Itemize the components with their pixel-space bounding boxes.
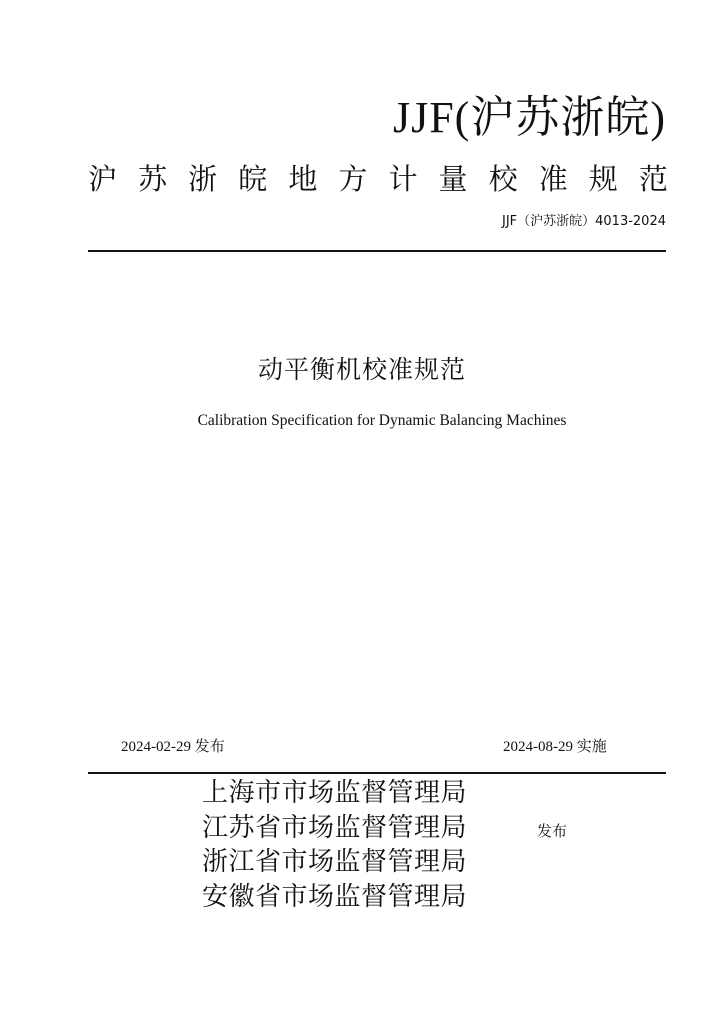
doc-type-char: 方 [338,162,368,196]
publish-label: 发布 [537,822,568,840]
doc-type-char: 皖 [238,162,268,196]
title-english: Calibration Specification for Dynamic Balancing Machines [197,412,567,429]
implementation-date: 2024-08-29 实施 [503,739,607,755]
issue-date: 2024-02-29 发布 [121,739,225,755]
doc-type-char: 浙 [188,162,218,196]
issuer-zhejiang: 浙江省市场监督管理局 [202,847,468,877]
bottom-divider [88,772,666,774]
standard-code: JJF(沪苏浙皖) [392,93,666,142]
issuing-authorities [202,776,467,914]
title-chinese: 动平衡机校准规范 [257,355,466,384]
doc-type-char: 量 [438,162,468,196]
issuer-anhui: 安徽省市场监督管理局 [202,881,468,912]
doc-type-char: 校 [488,162,518,196]
doc-type-char: 沪 [88,162,118,196]
top-divider [88,250,666,252]
issuer-shanghai: 上海市市场监督管理局 [202,778,468,808]
document-number: JJF（沪苏浙皖）4013-2024 [501,214,666,229]
doc-type-char: 苏 [138,162,168,196]
doc-type-char: 规 [588,162,618,196]
doc-type-char: 准 [538,162,568,196]
doc-type-char: 范 [638,162,668,196]
doc-type-char: 计 [388,162,418,196]
issuer-jiangsu: 江苏省市场监督管理局 [202,812,468,843]
document-type-heading [88,159,668,199]
doc-type-char: 地 [288,162,318,196]
